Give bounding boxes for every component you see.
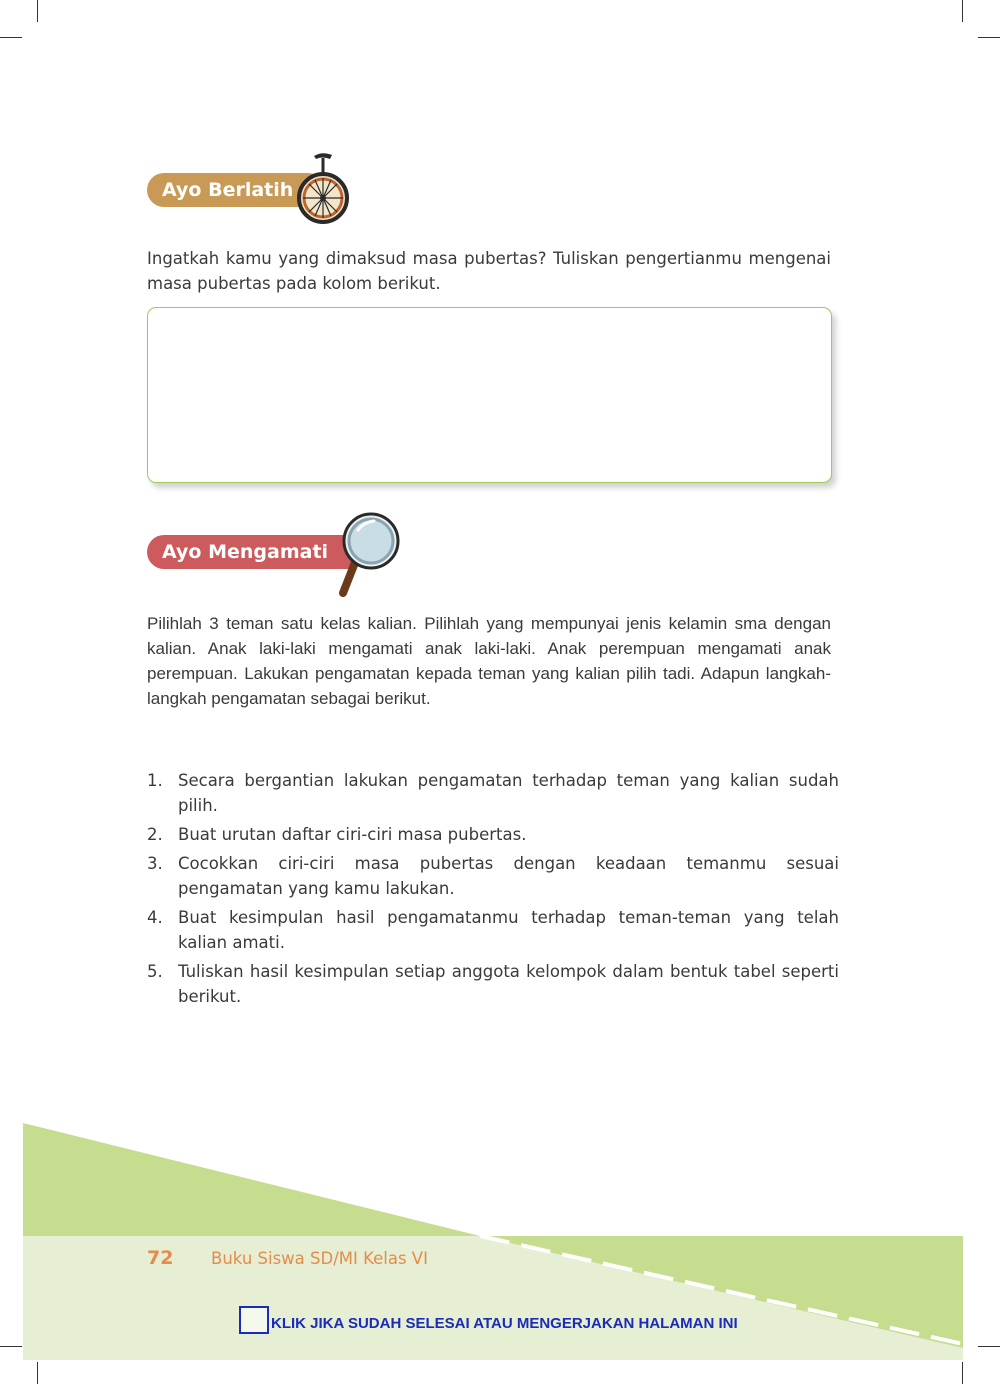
list-item: 4. Buat kesimpulan hasil pengamatanmu terhadap teman-teman yang telah kalian amati.: [147, 908, 839, 952]
practice-instructions: Ingatkah kamu yang dimaksud masa pubertas? Tuliskan pengertianmu mengenai masa pubertas pada kolom berikut.: [147, 249, 831, 293]
list-item: 5. Tuliskan hasil kesimpulan setiap anggota kelompok dalam bentuk tabel seperti berikut.: [147, 962, 839, 1006]
list-item: 1. Secara bergantian lakukan pengamatan terhadap teman yang kalian sudah pilih.: [147, 771, 839, 815]
done-label[interactable]: KLIK JIKA SUDAH SELESAI ATAU MENGERJAKAN HALAMAN INI: [271, 1315, 738, 1332]
section-label-berlatih: Ayo Berlatih: [147, 173, 325, 207]
list-item: 3. Cocokkan ciri-ciri masa pubertas dengan keadaan temanmu sesuai pengamatan yang kamu lakukan.: [147, 854, 839, 898]
done-checkbox[interactable]: [239, 1306, 269, 1334]
page-number: 72: [147, 1247, 174, 1269]
book-title: Buku Siswa SD/MI Kelas VI: [211, 1249, 428, 1268]
observation-instructions: Pilihlah 3 teman satu kelas kalian. Pilihlah yang mempunyai jenis kelamin sma dengan kalian. Anak laki-laki mengamati anak laki-laki. Anak perempuan mengamati anak perempuan. Lakukan pengamatan kepada teman yang kalian pilih tadi. Adapun langkah-langkah pengamatan sebagai berikut.: [147, 614, 831, 708]
list-item: 2. Buat urutan daftar ciri-ciri masa pubertas.: [147, 825, 527, 844]
section-label-mengamati: Ayo Mengamati: [147, 535, 365, 569]
